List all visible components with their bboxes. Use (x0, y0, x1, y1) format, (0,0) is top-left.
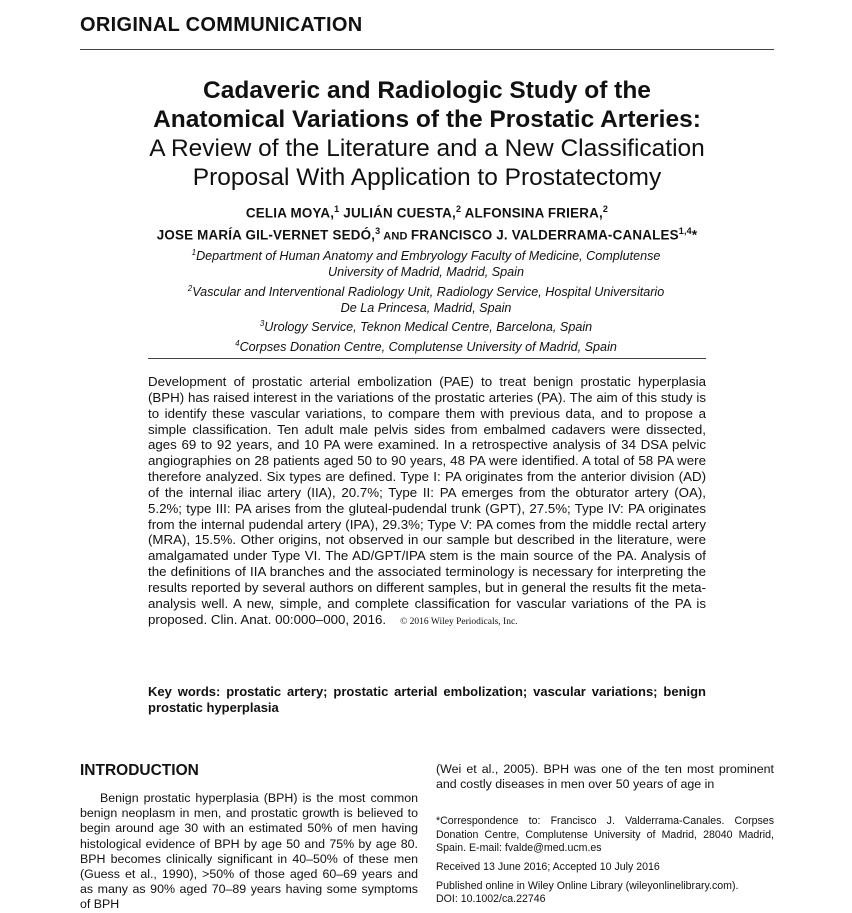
author-affiliation-mark: 3 (375, 226, 381, 237)
header-rule (80, 49, 774, 50)
author-affiliation-mark: 2 (602, 204, 609, 214)
correspondence-footnote: *Correspondence to: Francisco J. Valderrama-Canales. Corpses Donation Centre, Complutense University of Madrid, 28040 Madrid, Spain. E-mail: fvalde@med.ucm.es (436, 815, 774, 855)
intro-paragraph-continued: (Wei et al., 2005). BPH was one of the ten most prominent and costly diseases in men over 50 years of age in (436, 762, 774, 792)
abstract-rule (148, 358, 706, 359)
author-name: JULIÁN CUESTA, (339, 205, 456, 221)
affiliation-2-cont: De La Princesa, Madrid, Spain (340, 300, 512, 315)
abstract (148, 374, 706, 631)
doi: DOI: 10.1002/ca.22746 (436, 893, 546, 906)
title-line-2: Anatomical Variations of the Prostatic Arteries: (153, 106, 701, 133)
abstract-text: Development of prostatic arterial embolization (PAE) to treat benign prostatic hyperplasia (BPH) has raised interest in the variations of the prostatic arteries (PA). The aim of this study is to identify these vascular variations, to compare them with previous data, and to propose a simple classification. Ten adult male pelvis sides from embalmed cadavers were dissected, ages 69 to 92 years, and 10 PA were examined. In a retrospective analysis of 34 DSA pelvic angiographies on 28 patients aged 50 to 90 years, 48 PA were identified. A total of 58 PA were therefore analyzed. Six types are defined. Type I: PA originates from the anterior division (AD) of the internal iliac artery (IIA), 20.7%; Type II: PA emerges from the obturator artery (OA), 5.2%; type III: PA arises from the gluteal-pudendal trunk (GPT), 27.5%; Type IV: PA originates from the internal pudendal artery (IPA), 29.3%; Type V: PA comes from the middle rectal artery (MRA), 15.5%. Other origins, not observed in our sample but described in the literature, were amalgamated under Type VI. The AD/GPT/IPA stem is the main source of the PA. Analysis of the definitions of IIA branches and the associated terminology is necessary for interpreting the results reported by several authors on different samples, but in general the results fit the meta-analysis well. A new, simple, and complete classification for vascular variations of the PA is proposed. Clin. Anat. 00:000–000, 2016. (148, 374, 706, 627)
received-dates: Received 13 June 2016; Accepted 10 July 2016 (436, 861, 660, 873)
author-affiliation-mark: 1 (334, 204, 340, 214)
title-line-3: A Review of the Literature and a New Classification (149, 135, 705, 162)
author-name: FRANCISCO J. VALDERRAMA-CANALES (410, 227, 679, 243)
affiliation-1-cont: University of Madrid, Madrid, Spain (328, 265, 524, 280)
published-online: Published online in Wiley Online Library (wileyonlinelibrary.com). (436, 880, 739, 892)
affiliations (120, 245, 732, 355)
intro-paragraph: Benign prostatic hyperplasia (BPH) is the most common benign neoplasm in men, and prostatic growth is believed to begin around age 30 with an estimated 50% of men having histological evidence of BPH by age 50 and 75% by age 80. BPH becomes clinically significant in 40–50% of these men (Guess et al., 1990), >50% of those aged 60–69 years and as many as 90% aged 70–89 years having some symptoms of BPH (80, 791, 418, 912)
corresponding-author-mark: * (691, 227, 698, 243)
affiliation-4: $^4$Corpses Donation Centre, Complutense University of Madrid, Spain (235, 338, 617, 354)
author-affiliation-mark: 1,4 (678, 226, 692, 237)
article-title (80, 76, 774, 192)
author-line-2 (80, 222, 774, 246)
author-line-1 (80, 200, 774, 222)
affiliation-2: $^2$Vascular and Interventional Radiology Unit, Radiology Service, Hospital Universitario (187, 283, 665, 299)
title-line-1: Cadaveric and Radiologic Study of the (203, 77, 651, 104)
copyright-notice: © 2016 Wiley Periodicals, Inc. (400, 616, 518, 627)
section-heading-introduction: INTRODUCTION (80, 762, 199, 779)
affiliation-3: $^3$Urology Service, Teknon Medical Centre, Barcelona, Spain (259, 319, 593, 335)
author-list (80, 200, 774, 247)
author-and: AND (380, 230, 411, 243)
title-line-4: Proposal With Application to Prostatectomy (192, 164, 662, 191)
author-name: CELIA MOYA, (245, 205, 335, 221)
affiliation-1: $^1$Department of Human Anatomy and Embryology Faculty of Medicine, Complutense (191, 248, 661, 264)
section-label: ORIGINAL COMMUNICATION (80, 14, 363, 36)
author-name: ALFONSINA FRIERA, (461, 205, 603, 221)
keywords: Key words: prostatic artery; prostatic arterial embolization; vascular variations; benign prostatic hyperplasia (148, 684, 706, 715)
publication-info (436, 880, 781, 907)
author-affiliation-mark: 2 (455, 204, 462, 214)
author-name: JOSE MARÍA GIL-VERNET SEDÓ, (156, 227, 376, 243)
